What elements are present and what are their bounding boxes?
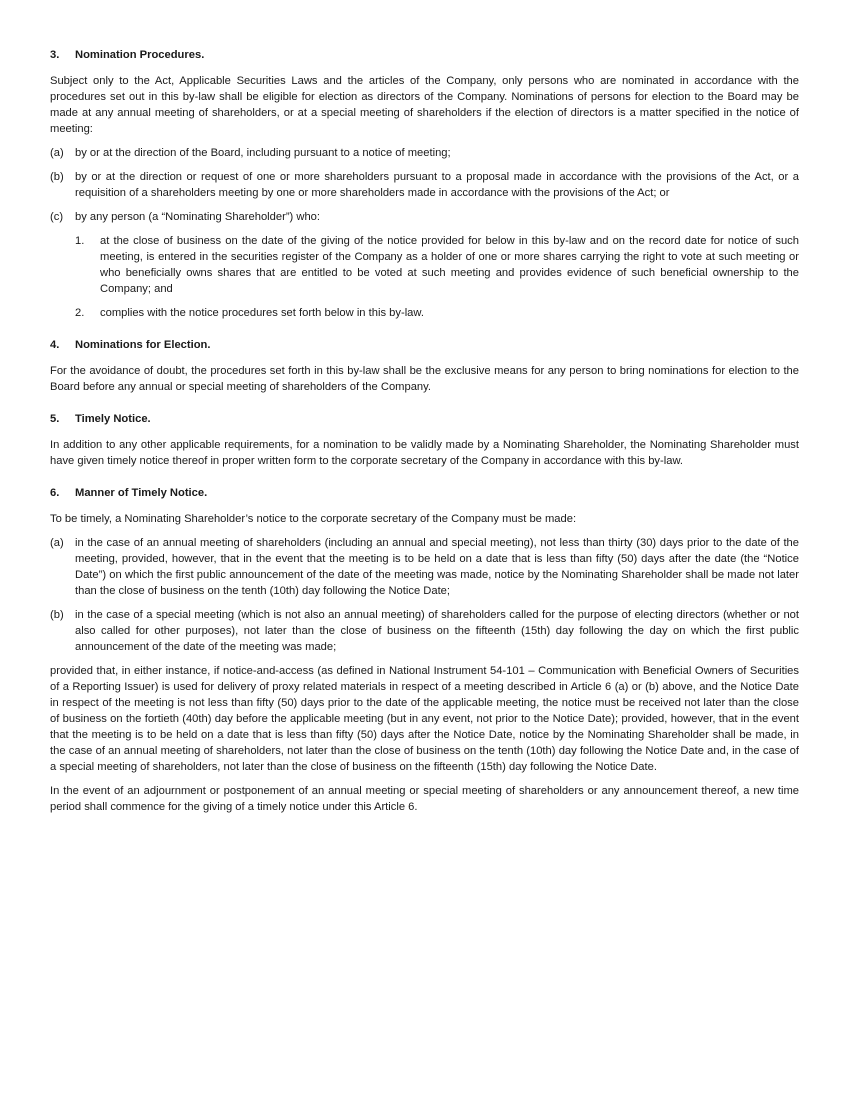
item-text: in the case of an annual meeting of shareholders (including an annual and special meeting), not less than thirty (30) days prior to the date of the meeting, provided, however, that in the event that the meeting is to be held on a date that is less than fifty (50) days after the date (the “Notice Date”) on which the first public announcement of the date of the meeting was made, notice by the Nominating Shareholder shall be made not later than the close of business on the tenth (10th) day following the Notice Date; [75,537,799,597]
list-item [50,535,799,599]
item-label: (a) [50,147,64,159]
section-title: Manner of Timely Notice. [75,487,208,499]
section-5 [50,411,799,469]
section-title: Timely Notice. [75,413,151,425]
subitem-label: 1. [75,235,85,247]
section-number: 3. [50,49,60,61]
item-label: (a) [50,537,64,549]
item-label: (b) [50,171,64,183]
item-text: by or at the direction of the Board, including pursuant to a notice of meeting; [75,147,451,159]
section-heading [50,485,799,501]
section-heading [50,47,799,63]
section-intro: For the avoidance of doubt, the procedures set forth in this by-law shall be the exclusive means for any person to bring nominations for election to the Board before any annual or special meeting of shareholders of the Company. [50,365,799,393]
list-item [50,209,799,225]
section-intro: To be timely, a Nominating Shareholder’s notice to the corporate secretary of the Company must be made: [50,513,577,525]
item-text: by any person (a “Nominating Shareholder”) who: [75,211,321,223]
item-label: (c) [50,211,64,223]
section-3 [50,47,799,321]
section-title: Nomination Procedures. [75,49,205,61]
section-intro: In addition to any other applicable requirements, for a nomination to be validly made by a Nominating Shareholder, the Nominating Shareholder must have given timely notice thereof in proper written form to the corporate secretary of the Company in accordance with this by-law. [50,439,799,467]
section-4 [50,337,799,395]
item-text: in the case of a special meeting (which is not also an annual meeting) of shareholders called for the purpose of electing directors (whether or not also called for other purposes), not later than the close of business on the fifteenth (15th) day following the day on which the first public announcement of the date of the meeting was made; [75,609,799,653]
section-title: Nominations for Election. [75,339,211,351]
section-number: 5. [50,413,60,425]
subitem-text: complies with the notice procedures set forth below in this by-law. [100,307,424,319]
section-number: 4. [50,339,60,351]
subitem-label: 2. [75,307,85,319]
subitem-text: at the close of business on the date of the giving of the notice provided for below in this by-law and on the record date for notice of such meeting, is entered in the securities register of the Company as a holder of one or more shares carrying the right to vote at such meeting or who beneficially owns shares that are entitled to be voted at such meeting and provides evidence of such beneficial ownership to the Company; and [100,235,799,295]
section-heading [50,411,799,427]
list-item [50,607,799,655]
proviso-paragraph: provided that, in either instance, if notice-and-access (as defined in National Instrument 54-101 – Communication with Beneficial Owners of Securities of a Reporting Issuer) is used for delivery of proxy related materials in respect of a meeting described in Article 6 (a) or (b) above, and the Notice Date in respect of the meeting is not less than fifty (50) days prior to the date of the applicable meeting, the notice must be received not later than the close of business on the fortieth (40th) day before the applicable meeting (but in any event, not prior to the Notice Date); provided, however, that in the event that the meeting is to be held on a date that is less than fifty (50) days after the Notice Date, notice by the Nominating Shareholder shall be made, in the case of an annual meeting of shareholders, not later than the close of business on the tenth (10th) day following the Notice Date and, in the case of a special meeting of shareholders, not later than the close of business on the fifteenth (15th) day following the Notice Date. [50,665,799,773]
item-label: (b) [50,609,64,621]
item-text: by or at the direction or request of one or more shareholders pursuant to a proposal made in accordance with the provisions of the Act, or a requisition of a shareholders meeting by one or more shareholders made in accordance with the provisions of the Act; or [75,171,799,199]
section-6 [50,485,799,815]
list-item [50,145,799,161]
adjournment-paragraph: In the event of an adjournment or postponement of an annual meeting or special meeting of shareholders or any announcement thereof, a new time period shall commence for the giving of a timely notice under this Article 6. [50,785,799,813]
sub-list-item [75,305,799,321]
section-heading [50,337,799,353]
sub-list-item [75,233,799,297]
list-item [50,169,799,201]
section-intro: Subject only to the Act, Applicable Securities Laws and the articles of the Company, only persons who are nominated in accordance with the procedures set out in this by-law shall be eligible for election as directors of the Company. Nominations of persons for election to the Board may be made at any annual meeting of shareholders, or at a special meeting of shareholders if the election of directors is a matter specified in the notice of meeting: [50,75,799,135]
section-number: 6. [50,487,60,499]
